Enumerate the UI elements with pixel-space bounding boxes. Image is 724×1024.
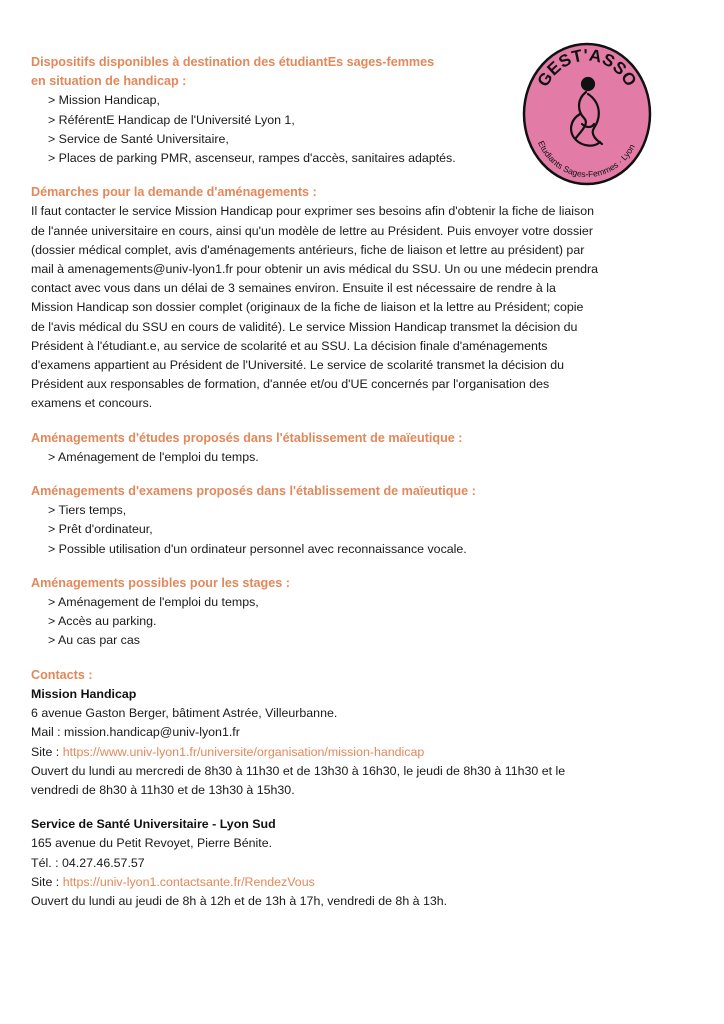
list-item: > Possible utilisation d'un ordinateur personnel avec reconnaissance vocale.: [48, 541, 467, 556]
examens-heading: Aménagements d'examens proposés dans l'établissement de maïeutique :: [31, 484, 476, 499]
mission-handicap-hours: vendredi de 8h30 à 11h30 et de 13h30 à 15h30.: [31, 782, 295, 797]
ssu-address: 165 avenue du Petit Revoyet, Pierre Bénite.: [31, 836, 273, 851]
mission-handicap-site-link[interactable]: https://www.univ-lyon1.fr/universite/organisation/mission-handicap: [62, 744, 425, 759]
list-item: > Prêt d'ordinateur,: [48, 522, 153, 537]
demarches-line: Président aux responsables de formation, d'année et/ou d'UE concernés par l'organisation des: [31, 377, 550, 392]
demarches-line: Mission Handicap son dossier complet (originaux de la fiche de liaison et la lettre au Président; copie: [31, 300, 584, 315]
mission-handicap-name: Mission Handicap: [31, 686, 137, 701]
dispositifs-heading-line2: en situation de handicap :: [31, 74, 187, 89]
mission-handicap-hours: Ouvert du lundi au mercredi de 8h30 à 11h30 et de 13h30 à 16h30, le jeudi de 8h30 à 11h30 et le: [31, 763, 566, 778]
demarches-line: mail à amenagements@univ-lyon1.fr pour obtenir un avis médical du SSU. Un ou une médecin prendra: [31, 262, 599, 277]
section-dispositifs: [31, 53, 631, 168]
ssu-name: Service de Santé Universitaire - Lyon Sud: [31, 817, 276, 832]
demarches-line: Président à l'étudiant.e, au service de scolarité et au SSU. La décision finale d'aménagements: [31, 338, 548, 353]
list-item: > RéférentE Handicap de l'Université Lyon 1,: [48, 112, 295, 127]
logo-subtitle: Etudiants Sages-Femmes · Lyon: [536, 139, 637, 180]
dispositifs-heading-line1: Dispositifs disponibles à destination des étudiantEs sages-femmes: [31, 55, 435, 69]
ssu-site: [31, 873, 631, 892]
list-item: > Mission Handicap,: [48, 93, 160, 108]
site-label: Site :: [31, 874, 63, 889]
list-item: > Au cas par cas: [48, 633, 140, 648]
document-content: [31, 53, 631, 911]
section-etudes: [31, 429, 631, 467]
list-item: > Tiers temps,: [48, 503, 127, 518]
mission-handicap-site: [31, 743, 631, 762]
list-item: > Aménagement de l'emploi du temps,: [48, 595, 259, 610]
ssu-site-link[interactable]: https://univ-lyon1.contactsante.fr/RendezVous: [62, 874, 315, 889]
list-item: > Service de Santé Universitaire,: [48, 131, 229, 146]
ssu-hours: Ouvert du lundi au jeudi de 8h à 12h et de 13h à 17h, vendredi de 8h à 13h.: [31, 893, 448, 908]
logo-title: GEST'ASSO: [533, 45, 641, 91]
demarches-heading: Démarches pour la demande d'aménagements :: [31, 185, 317, 200]
mission-handicap-mail: Mail : mission.handicap@univ-lyon1.fr: [31, 725, 240, 740]
demarches-line: de l'année universitaire en cours, ainsi qu'un modèle de lettre au Président. Puis envoyer votre dossier: [31, 223, 593, 238]
section-demarches: [31, 183, 631, 413]
demarches-line: examens et concours.: [31, 396, 153, 411]
section-stages: [31, 574, 631, 651]
section-contacts: [31, 666, 631, 911]
site-label: Site :: [31, 744, 63, 759]
contacts-heading: Contacts :: [31, 667, 93, 682]
stages-heading: Aménagements possibles pour les stages :: [31, 575, 290, 590]
ssu-phone: Tél. : 04.27.46.57.57: [31, 855, 145, 870]
list-item: > Accès au parking.: [48, 614, 157, 629]
demarches-line: Il faut contacter le service Mission Handicap pour exprimer ses besoins afin d'obtenir la fiche de liaison: [31, 204, 594, 219]
section-examens: [31, 482, 631, 559]
demarches-line: (dossier médical complet, avis d'aménagements antérieurs, fiche de liaison et lettre au président) par: [31, 242, 585, 257]
mission-handicap-address: 6 avenue Gaston Berger, bâtiment Astrée, Villeurbanne.: [31, 706, 338, 721]
demarches-line: d'examens appartient au Président de l'Université. Le service de scolarité transmet la décision du: [31, 358, 564, 373]
etudes-heading: Aménagements d'études proposés dans l'établissement de maïeutique :: [31, 430, 463, 445]
list-item: > Places de parking PMR, ascenseur, rampes d'accès, sanitaires adaptés.: [48, 151, 456, 166]
demarches-line: de l'avis médical du SSU en cours de validité). Le service Mission Handicap transmet la décision du: [31, 319, 578, 334]
list-item: > Aménagement de l'emploi du temps.: [48, 449, 259, 464]
demarches-line: contact avec vous dans un délai de 3 semaines environ. Ensuite il est nécessaire de rendre à la: [31, 281, 556, 296]
